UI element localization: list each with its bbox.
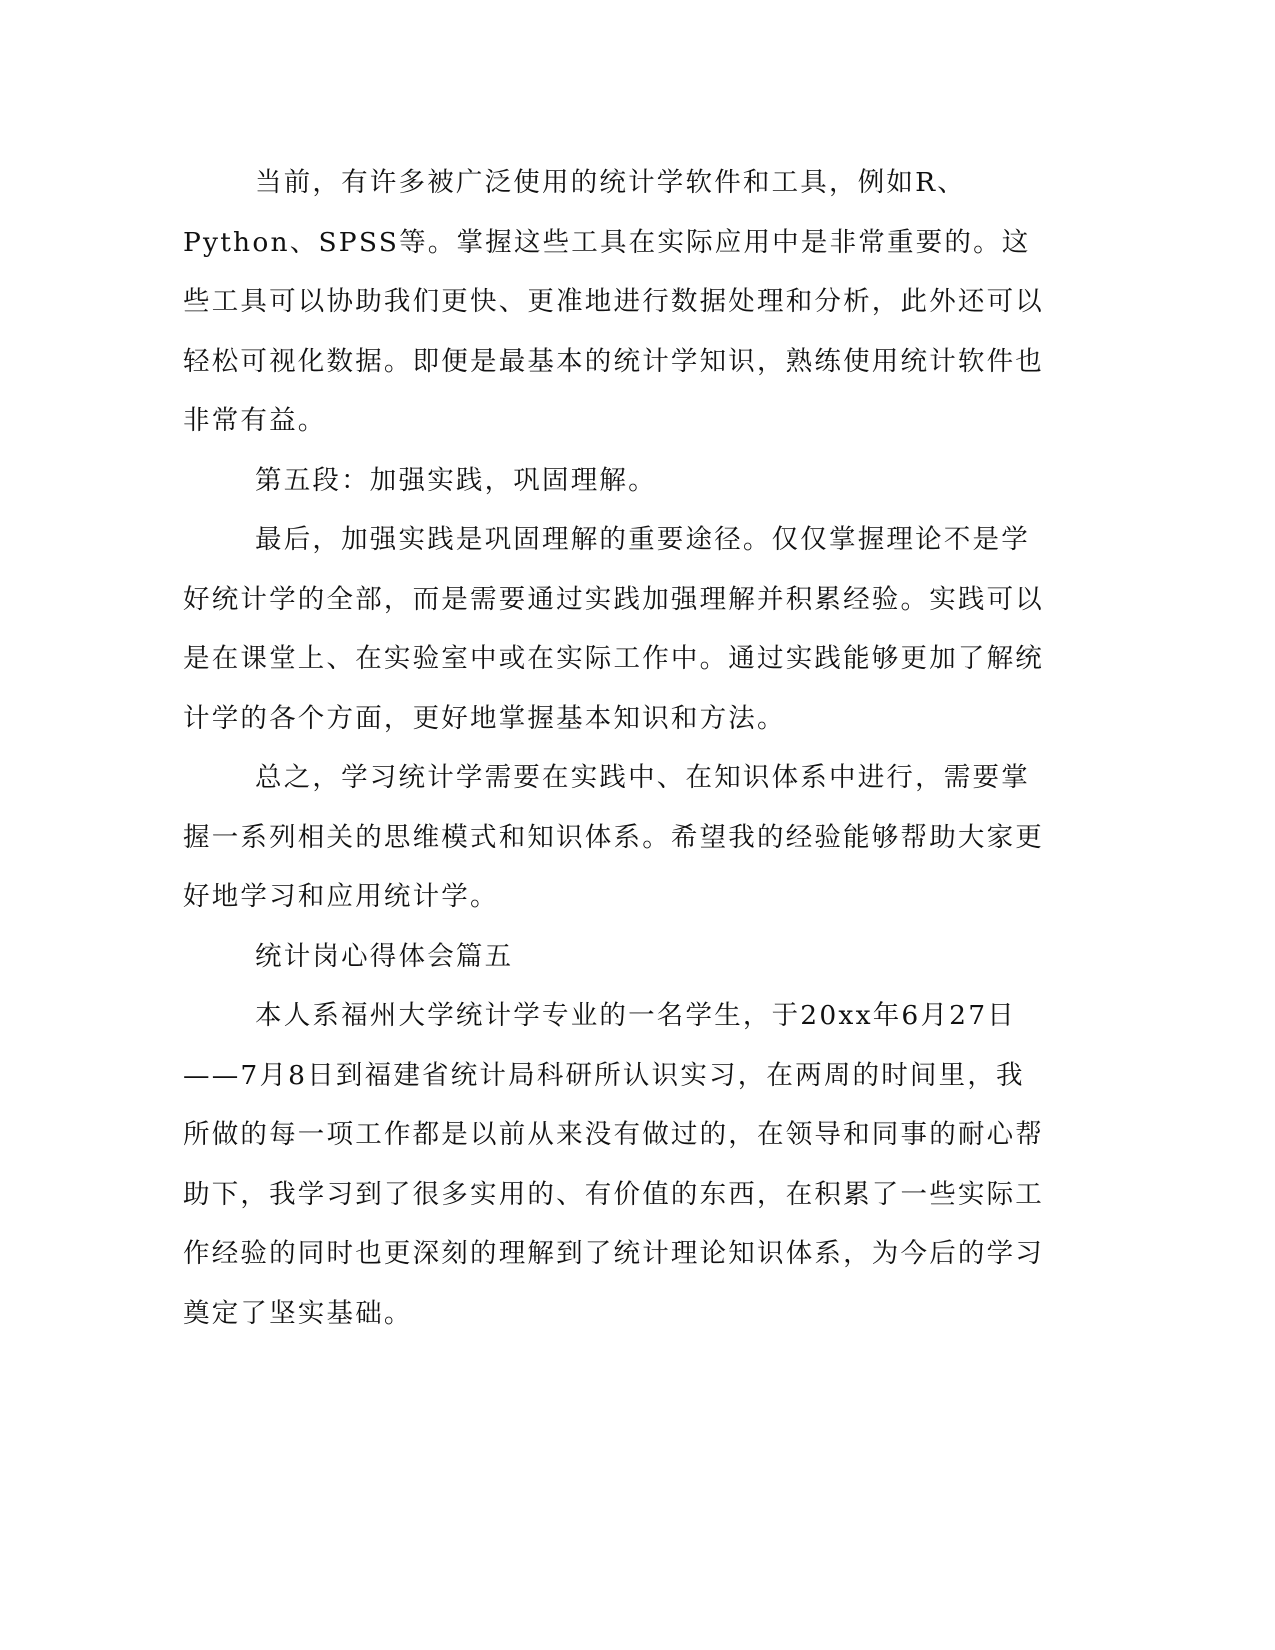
paragraph-internship-intro: 本人系福州大学统计学专业的一名学生，于20xx年6月27日——7月8日到福建省统计局科研所认识实习，在两周的时间里，我所做的每一项工作都是以前从来没有做过的，在领导和同事的耐心帮助下，我学习到了很多实用的、有价值的东西，在积累了一些实际工作经验的同时也更深刻的理解到了统计理论知识体系，为今后的学习奠定了坚实基础。 [183,1000,1044,1329]
section-heading-part-five: 第五段：加强实践，巩固理解。 [255,464,657,496]
paragraph-practice: 最后，加强实践是巩固理解的重要途径。仅仅掌握理论不是学好统计学的全部，而是需要通过实践加强理解并积累经验。实践可以是在课堂上、在实验室中或在实际工作中。通过实践能够更加了解统计学的各个方面，更好地掌握基本知识和方法。 [183,524,1044,734]
document-body [183,153,1048,1343]
paragraph-conclusion: 总之，学习统计学需要在实践中、在知识体系中进行，需要掌握一系列相关的思维模式和知识体系。希望我的经验能够帮助大家更好地学习和应用统计学。 [183,762,1044,912]
paragraph-software-tools: 当前，有许多被广泛使用的统计学软件和工具，例如R、Python、SPSS等。掌握这些工具在实际应用中是非常重要的。这些工具可以协助我们更快、更准地进行数据处理和分析，此外还可以轻松可视化数据。即便是最基本的统计学知识，熟练使用统计软件也非常有益。 [183,167,1044,436]
article-title-part-five: 统计岗心得体会篇五 [255,940,514,972]
